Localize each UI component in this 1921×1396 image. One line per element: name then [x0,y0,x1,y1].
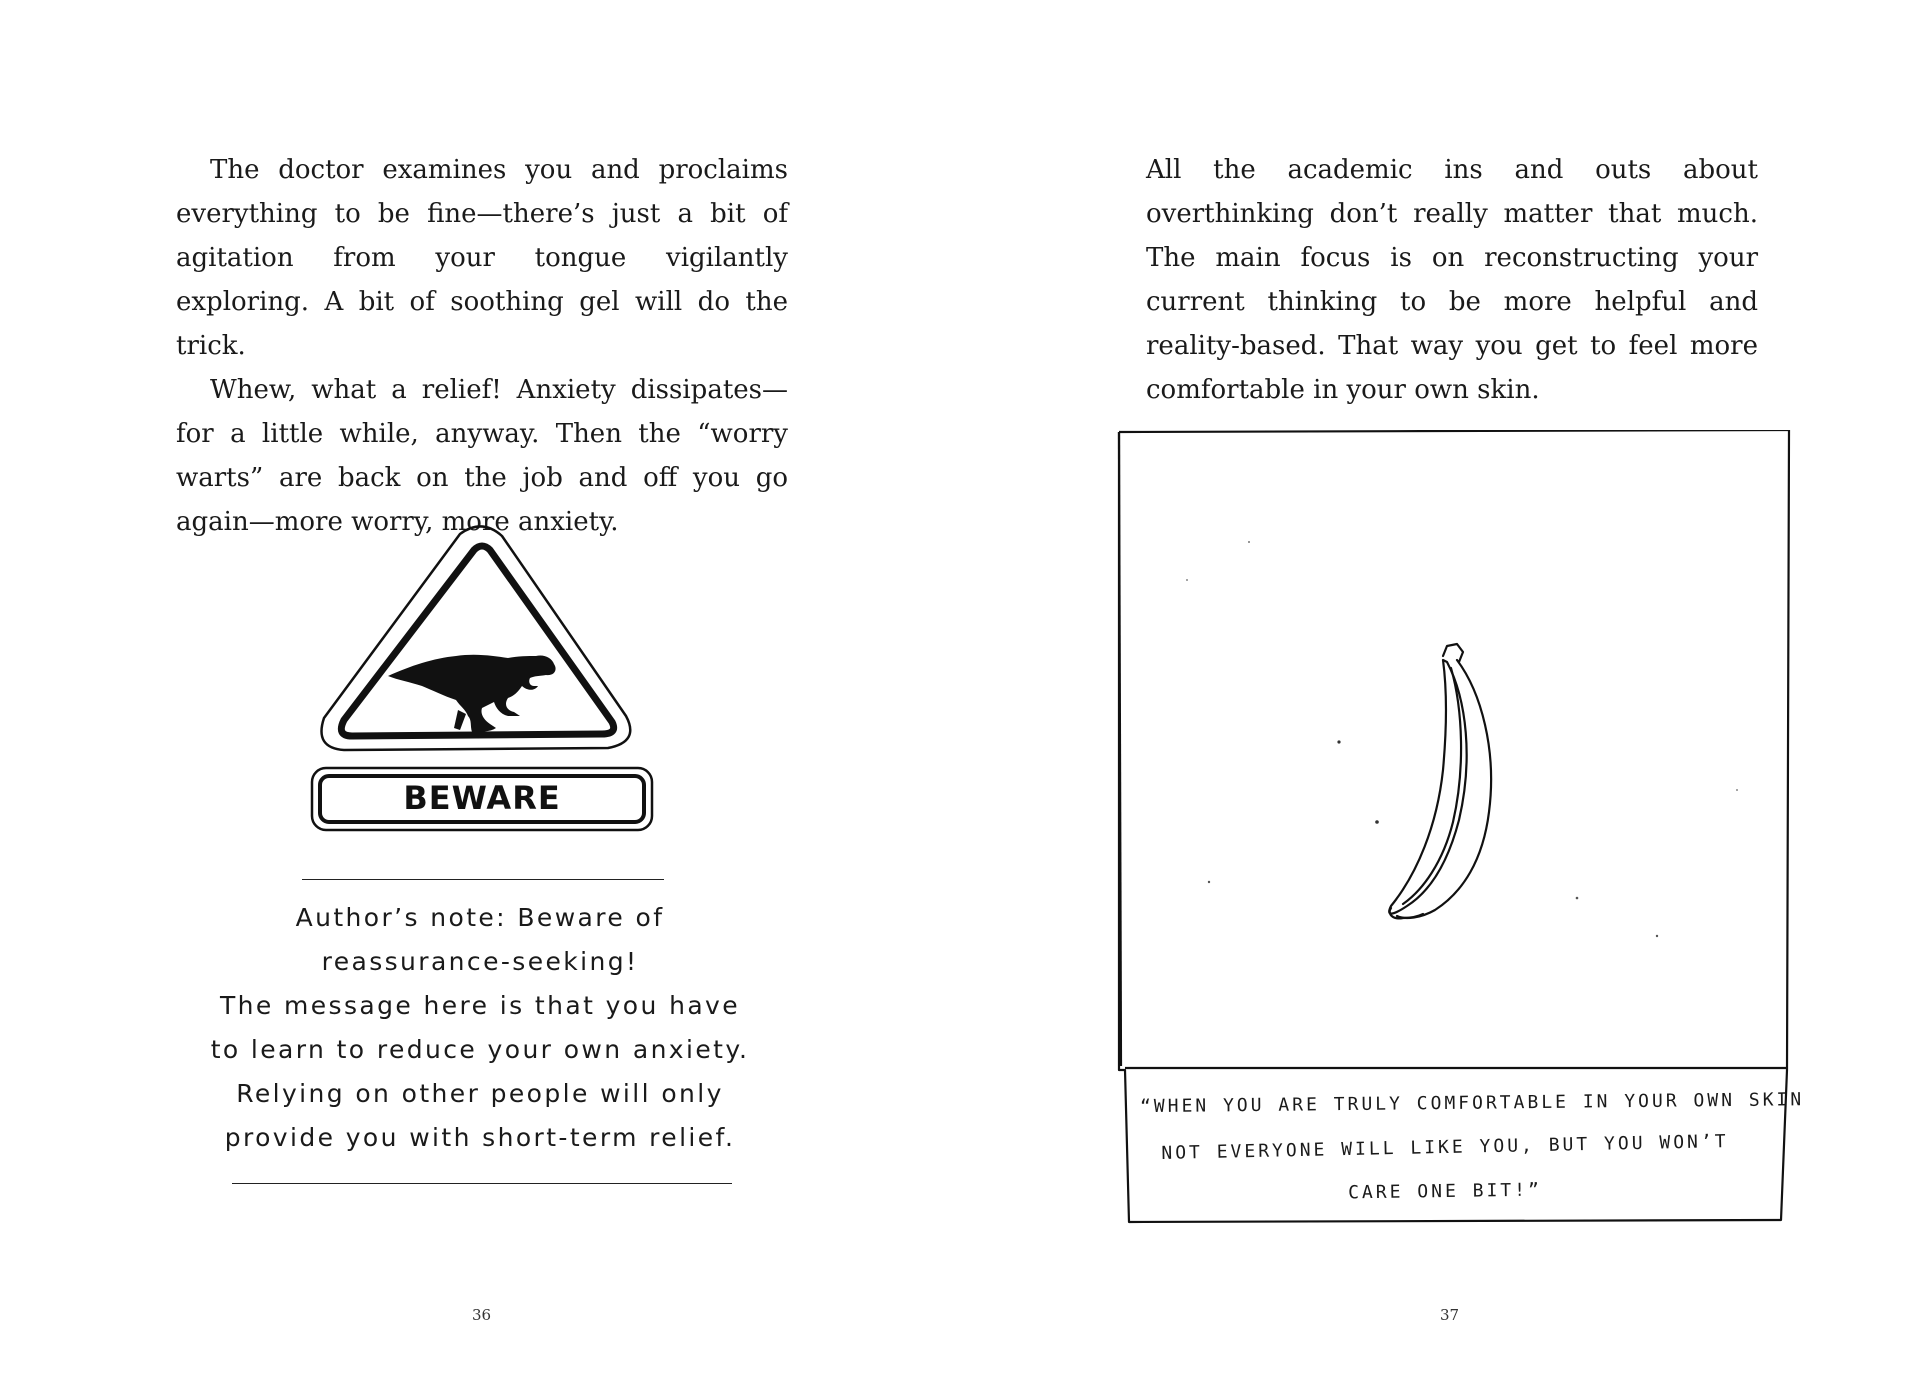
caption-line: NOT EVERYONE WILL LIKE YOU, BUT YOU WON’T [1161,1131,1729,1164]
note-line: provide you with short-term relief. [224,1123,736,1152]
note-line: The message here is that you have [219,991,741,1020]
right-page [960,0,1921,1396]
note-line: Relying on other people will only [236,1079,724,1108]
left-page [0,0,960,1396]
note-line: reassurance-seeking! [321,947,639,976]
illustration-caption [1139,1082,1805,1214]
sign-label: BEWARE [403,779,561,817]
note-top-rule [302,879,664,880]
note-bottom-rule [232,1183,732,1184]
page-number: 37 [1440,1306,1460,1324]
right-page-body [1146,148,1758,412]
authors-note [180,896,780,1160]
note-line: Author’s note: Beware of [295,903,665,932]
paragraph: Whew, what a relief! Anxiety dissipates—for a little while, anyway. Then the “worry warts” are back on the job and off you go again—more worry, more anxiety. [176,375,788,537]
paragraph: All the academic ins and outs about overthinking don’t really matter that much. The main focus is on reconstructing your current thinking to be more helpful and reality-based. That way you get to feel more comfortable in your own skin. [1146,155,1758,405]
caption-line: “WHEN YOU ARE TRULY COMFORTABLE IN YOUR OWN SKIN [1139,1089,1805,1118]
paragraph: The doctor examines you and proclaims everything to be fine—there’s just a bit of agitation from your tongue vigilantly exploring. A bit of soothing gel will do the trick. [176,155,788,361]
caption-line: CARE ONE BIT!” [1347,1179,1542,1204]
banana-icon [1389,644,1491,918]
tyrannosaurus-warning-sign-icon [308,520,658,840]
note-line: to learn to reduce your own anxiety. [210,1035,750,1064]
left-page-body [176,148,788,544]
page-number: 36 [472,1306,492,1324]
